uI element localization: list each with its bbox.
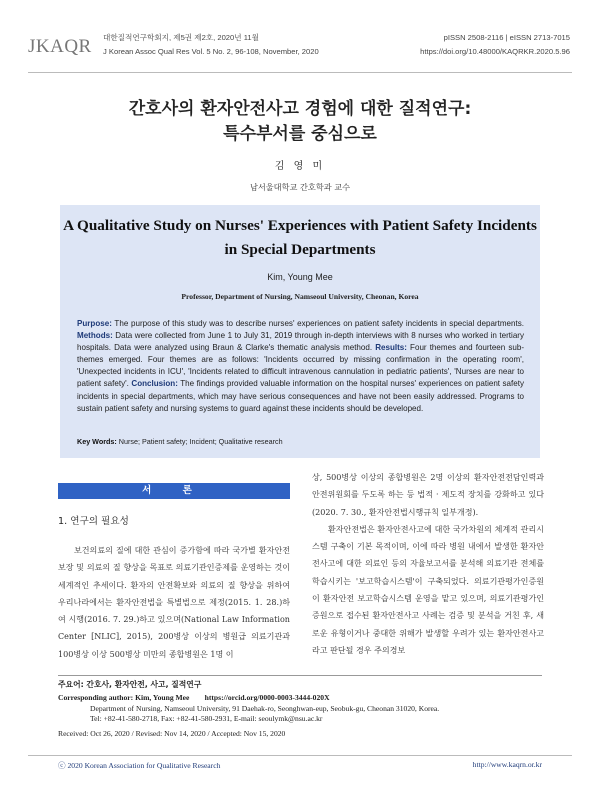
orcid-link[interactable]: https://orcid.org/0000-0003-3444-020X xyxy=(204,693,330,702)
affiliation-en: Professor, Department of Nursing, Namseoul University, Cheonan, Korea xyxy=(181,292,419,301)
copyright: ⓒ 2020 Korean Association for Qualitative Research xyxy=(58,761,221,770)
corr-contact: Tel: +82-41-580-2718, Fax: +82-41-580-2931, E-mail: seoulymk@nsu.ac.kr xyxy=(90,714,323,724)
results-text: Four themes and fourteen sub-themes emerged. Four themes are as follows: 'Incidents occurred by missing confirmation in the operating room', 'Unexpected incidents in ICU', 'Incidents related to difficult intravenous cannulation in pediatric patients', 'Nurses are near to patient safety'. xyxy=(77,343,524,389)
purpose-text: The purpose of this study was to describe nurses' experiences on patient safety incidents in special departments. xyxy=(111,319,524,328)
issn: pISSN 2508-2116 | eISSN 2713-7015 xyxy=(443,33,570,42)
journal-url-link[interactable]: http://www.kaqrn.or.kr xyxy=(472,760,542,769)
journal-name-kr: 대한질적연구학회지, 제5권 제2호, 2020년 11월 xyxy=(103,33,259,42)
journal-logo: JKAQR xyxy=(28,36,92,57)
results-label: Results: xyxy=(375,343,407,353)
journal-identifiers xyxy=(420,31,570,59)
corr-line xyxy=(58,693,558,704)
header-divider xyxy=(28,72,572,73)
corr-address: Department of Nursing, Namseoul University, 91 Daehak-ro, Seonghwan-eup, Seobuk-gu, Cheonan 31020, Korea. xyxy=(90,703,440,713)
author-kr: 김 영 미 xyxy=(274,161,326,172)
title-en-line2: in Special Departments xyxy=(224,241,376,258)
keywords-en xyxy=(77,437,524,446)
methods-label: Methods: xyxy=(77,331,113,341)
keywords-text: Nurse; Patient safety; Incident; Qualitative research xyxy=(116,437,283,446)
affiliation-kr: 남서울대학교 간호학과 교수 xyxy=(249,182,351,192)
section-title-bar: 서 론 xyxy=(58,483,290,499)
title-kr-line1: 간호사의 환자안전사고 경험에 대한 질적연구: xyxy=(128,99,472,119)
body-right-column xyxy=(312,469,544,659)
journal-name-en: J Korean Assoc Qual Res Vol. 5 No. 2, 96-108, November, 2020 xyxy=(103,47,319,56)
title-kr xyxy=(0,97,600,147)
doi-link[interactable]: https://doi.org/10.48000/KAQRKR.2020.5.96 xyxy=(420,47,570,56)
abstract-text xyxy=(77,318,524,415)
author-en: Kim, Young Mee xyxy=(267,272,333,282)
keywords-label: Key Words: xyxy=(77,437,117,446)
body-paragraph: 상, 500병상 이상의 종합병원은 2명 이상의 환자안전전담인력과 안전위원회를 두도록 하는 등 법적 · 제도적 장치를 강화하고 있다(2020. 7. 30., 환자안전법시행규칙 일부개정). xyxy=(312,473,544,517)
keywords-kr: 주요어: 간호사, 환자안전, 사고, 질적연구 xyxy=(58,680,202,689)
body-left-column: 보건의료의 질에 대한 관심이 증가함에 따라 국가별 환자안전보장 및 의료의 질 향상을 목표로 의료기관인증제를 운영하는 것이 세계적인 추세이다. 환자의 안전확보와 의료의 질 향상을 위하여 우리나라에서는 환자안전법을 특별법으로 제정(2015. 1. 28.)하여 시행(2016. 7. 29.)하고 있으며(National Law Information Center [NLIC], 2015), 200병상 이상의 병원급 의료기관과 100병상 이상 500병상 미만의 종합병원은 1명 이 xyxy=(58,546,290,659)
subsection-heading: 1. 연구의 필요성 xyxy=(58,516,129,527)
journal-citation xyxy=(103,31,319,59)
conclusion-text: The findings provided valuable information on the hospital nurses' experiences on patient safety incidents in special departments, which may have serious consequences and have not been easily addressed. Programs to sustain patient safety and nursing systems to guard against these incidents should be developed. xyxy=(77,379,525,413)
body-paragraph: 환자안전법은 환자안전사고에 대한 국가차원의 체계적 관리시스템 구축이 기본 목적이며, 이에 따라 병원 내에서 발생한 환자안전사고에 대한 의료인 등의 자율보고서를 분석해 의료기관 전체를 학습시키는 '보고학습시스템'이 구축되었다. 의료기관평가인증원이 환자안전 보고학습시스템 운영을 맡고 있으며, 의료기관평가인증원으로 접수된 환자안전사고 사례는 검증 및 분석을 거친 후, 새로운 유형이거나 중대한 위해가 발생할 우려가 있는 환자안전사고라고 판단될 경우 주의경보 xyxy=(312,524,544,655)
submission-dates: Received: Oct 26, 2020 / Revised: Nov 14, 2020 / Accepted: Nov 15, 2020 xyxy=(58,729,286,738)
title-kr-line2: 특수부서를 중심으로 xyxy=(223,124,377,144)
purpose-label: Purpose: xyxy=(77,319,112,328)
corresponding-author xyxy=(58,693,558,725)
footnote-divider xyxy=(58,675,542,676)
title-en-line1: A Qualitative Study on Nurses' Experiences with Patient Safety Incidents xyxy=(63,217,537,234)
corr-label: Corresponding author: Kim, Young Mee xyxy=(58,693,190,702)
conclusion-label: Conclusion: xyxy=(131,379,178,389)
title-en xyxy=(60,214,540,262)
methods-text: Data were collected from June 1 to July 31, 2019 through in-depth interviews with 8 nurses who worked in tertiary hospitals. Data were analyzed using Braun & Clarke's thematic analysis method. xyxy=(77,331,524,353)
footer-divider xyxy=(28,755,572,756)
